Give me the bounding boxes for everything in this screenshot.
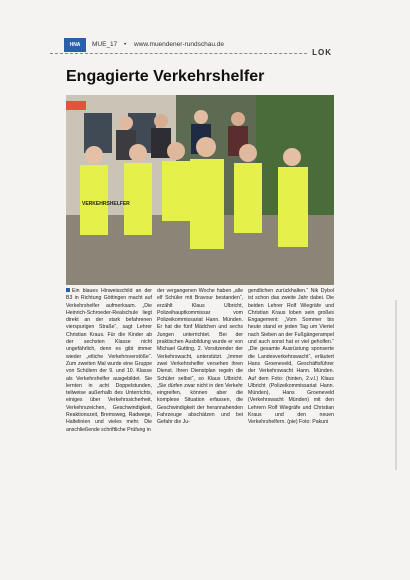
photo-sign xyxy=(66,101,86,110)
article-column-3: gendlichen zurückhalten.“ Nik Dybol ist schon das zweite Jahr dabei. Die beiden Lehrer Rolf Wiegräfe und Christian Kraus loben sein großes Engagement: „Vom Sommer bis heute stand er jeden Tag um Viertel nach Sieben an der Fußgängerampel und auch sonst hat er viel geholfen.“ „Die gesamte Ausrüstung sponserte die Landesverkehrswacht“, erläutert Hans Groeneveld, Geschäftsführer der Verkehrswacht Hann. Münden. Auf dem Foto: (hinten, 2.v.l.) Klaus Ulbricht (Polizeikommissariat Hann. Münden), Hans Groeneveld (Verkehrswacht Münden) mit den Lehrern Rolf Wiegräfe und Christian Kraus und den neuen Verkehrshelfern. (pie) Foto: Pakuni xyxy=(248,288,334,426)
page-edge-shadow xyxy=(395,300,397,470)
issue-code: MUE_17 xyxy=(92,41,118,48)
article-photo xyxy=(66,95,334,285)
article-body xyxy=(66,288,334,452)
vest-lettering: VERKEHRSHELFER xyxy=(82,201,130,207)
section-label: LOK xyxy=(308,48,332,57)
header-rule xyxy=(50,53,332,54)
article-headline: Engagierte Verkehrshelfer xyxy=(66,68,265,85)
article-column-1 xyxy=(66,288,152,434)
page-header xyxy=(50,38,332,52)
paragraph-bullet-icon xyxy=(66,288,70,292)
newspaper-logo: HNA xyxy=(64,38,86,52)
article-column-2: der vergangenen Woche haben „alle elf Schüler mit Bravour bestanden“, erzählt Klaus Ulbricht, Polizeihauptkommissar vom Polizeikommissariat Hann. Münden. Er hat die fünf Mädchen und sechs Jungen unterrichtet. Bei der praktischen Ausbildung wurde er von Michael Gutting, 2. Vorsitzender der Verkehrswacht, unterstützt. „Immer zwei Verkehrshelfer versehen ihren Dienst. Ihren Dienstplan regeln die Schüler selbst“, so Klaus Ulbricht. „Sie dürfen zwar nicht in den Verkehr eingreifen, können aber die komplexe Situation erfassen, die Geschwindigkeit der herannahenden Fahrzeuge abschätzen und bei Gefahr die Ju- xyxy=(157,288,243,426)
header-separator: • xyxy=(124,41,127,48)
column-text: Ein blaues Hinweisschild an der B3 in Richtung Göttingen macht auf Verkehrshelfer aufmerksam. „Die Heinrich-Schroeder-Realschule liegt direkt an der stark befahrenen vierspurigen Straße“, sagt Lehrer Christian Kraus. Für die Kinder ab der sechsten Klasse nicht ungefährlich, denn es gibt immer wieder „etliche Verkehrsverstöße“. Zum zweiten Mal wurde eine Gruppe von Schülern der 9. und 10. Klasse als Verkehrshelfer ausgebildet. Sie lernten in acht Doppelstunden, teilweise außerhalb des Unterrichts, einiges über Verkehrssicherheit, Verkehrszeichen, Geschwindigkeit, Reaktionszeit, Bremsweg, Radwege, Haltelinien und vieles mehr. Die anschließende schriftliche Prüfung in xyxy=(66,288,152,433)
website-url[interactable]: www.muendener-rundschau.de xyxy=(134,41,224,48)
